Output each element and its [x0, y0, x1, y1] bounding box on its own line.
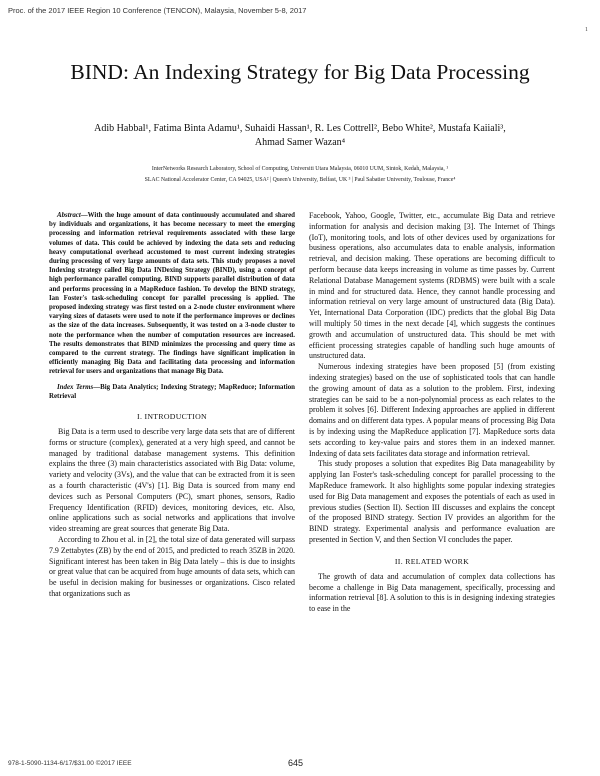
section-heading-introduction: I. INTRODUCTION [137, 412, 207, 422]
affiliations [30, 164, 570, 186]
affiliation-line-1: InterNetworks Research Laboratory, School of Computing, Universiti Utara Malaysia, 06010 UUM, Sintok, Kedah, Malaysia, ¹ [151, 166, 449, 172]
conference-header: Proc. of the 2017 IEEE Region 10 Conference (TENCON), Malaysia, November 5-8, 2017 [8, 6, 307, 15]
paragraph: This study proposes a solution that expedites Big Data manageability by applying Ian Foster's task-scheduling concept for parallel processing to the MapReduce framework. It also highlights some popular indexing strategies used for Big Data management and exposes the potentials of each as used in previous studies (Section II). Section III discusses and explains the concept of the proposed BIND strategy. Section IV provides an algorithm for the BIND strategy. Experimental analysis and performance evaluation are presented in Section V, and then Section VI concludes the paper. [309, 459, 555, 544]
section-heading-related-work: II. RELATED WORK [394, 556, 470, 566]
paragraph: According to Zhou et al. in [2], the total size of data generated will surpass 7.9 Zettabytes (ZB) by the end of 2015, and predicted to reach 35ZB in 2020. Significant interest has been taken in Big Data lately – this is due to insights or great value that can be acquired from huge amounts of data sets, which can be useful in decision making for businesses or organizations. Cisco related that organizations such as [49, 535, 295, 599]
page-number: 645 [288, 758, 304, 768]
paragraph: Numerous indexing strategies have been proposed [5] (from existing indexing strategies) based on the use of sophisticated tools that can handle the growing amount of data as a solution to the problem. First, indexing strategies can be said to be a non-polynomial process as each relates to the problem it solves [6]. Different Indexing approaches are applied in different domains and on different data types. A popular means of processing Big Data is by indexing using the MapReduce application [7]. MapReduce sorts data sets according to key-value pairs and stores them in an indexed manner. Indexing of data sets facilitates data storage and information retrieval. [309, 362, 555, 458]
affiliation-line-2: SLAC National Accelerator Center, CA 94025, USA² | Queen's University, Belfast, UK ³ | Paul Sabatier University, Toulouse, France⁴ [144, 177, 456, 183]
top-page-mark: 1 [585, 27, 588, 33]
paper-title: BIND: An Indexing Strategy for Big Data Processing [70, 60, 530, 84]
paragraph: Facebook, Yahoo, Google, Twitter, etc., accumulate Big Data and retrieve information for analysis and decision making [3]. The Internet of Things (IoT), monitoring tools, and lots of other devices used by organizations for business operations, also accumulates data to enable analysis, information retrieval, and decision making. These operations are becoming difficult to perform because data keeps increasing in volume as time passes by. Current Relational Database Management systems (RDBMS) were built with a scale in mind and for structured data. Hence, they cannot handle processing and information retrieval on very large amount of unstructured data (Big Data). Yet, International Data Corporation (IDC) predicts that the global Big Data will multiply 50 times in the next decade [4], which suggests the continues growth and accumulation of unstructured data. This should be met with efficient processing strategies capable of handling such huge amounts of unstructured data. [309, 211, 555, 361]
author-line-1: Adib Habbal¹, Fatima Binta Adamu¹, Suhaidi Hassan¹, R. Les Cottrell², Bebo White², Mustafa Kaiiali³, [94, 123, 506, 134]
left-column [49, 211, 295, 600]
right-column [309, 211, 555, 615]
index-terms [49, 383, 295, 401]
author-list [40, 122, 560, 150]
isbn-footer: 978-1-5090-1134-6/17/$31.00 ©2017 IEEE [8, 760, 132, 767]
paragraph: Big Data is a term used to describe very large data sets that are of different forms or structure (complex), generated at a very high speed, and cannot be managed by traditional database management systems. This definition explains the three (3) main characteristics associated with Big Data: volume, variety and velocity (3Vs), and the value that can be extracted from it is seen as a fourth characteristic (4V's) [1]. Big Data is sourced from many end devices such as Personal Computers (PC), smart phones, sensors, Radio Frequency Identification (RFID) devices, monitoring devices, etc. Also, online applications such as social networks and applications that involve video streaming are great sources that generate Big Data. [49, 427, 295, 534]
abstract-text: —With the huge amount of data continuously accumulated and shared by individuals and organizations, it has become necessary to meet the emerging processing and information retrieval requirements associated with these large volumes of data. This could be achieved by indexing the data sets and reducing heavy computational overhead accustomed to most current indexing strategies during processing of very large amounts of data sets. This study proposes a novel Indexing strategy called Big Data INDexing Strategy (BIND), using a concept of high performance parallel computing. BIND supports parallel distribution of data and performs processing in a MapReduce fashion. To develop the BIND strategy, Ian Foster's task-scheduling concept for parallel processing is applied. The proposed indexing strategy was first tested on a 2-node cluster environment where varying sizes of datasets were used to note if the performance improves or declines as the size of the data increases. Subsequently, it was tested on a 3-node cluster to note the performance when the number of computation resources are increased. The results demonstrates that BIND minimizes the processing and query time as compared to the current strategy. The findings have significant implication in efficiently managing Big Data and facilitating data processing and information retrieval for users and organizations that manage Big Data. [49, 212, 295, 376]
author-line-2: Ahmad Samer Wazan⁴ [254, 137, 346, 148]
index-terms-text: —Big Data Analytics; Indexing Strategy; MapReduce; Information Retrieval [49, 383, 295, 400]
abstract-label: Abstract [57, 212, 81, 219]
index-terms-label: Index Terms [57, 383, 94, 391]
abstract [49, 211, 295, 377]
paragraph: The growth of data and accumulation of complex data collections has become a challenge in Big Data management, specifically, processing and information retrieval [8]. A solution to this is in designing indexing strategies to ease in the [309, 571, 555, 614]
